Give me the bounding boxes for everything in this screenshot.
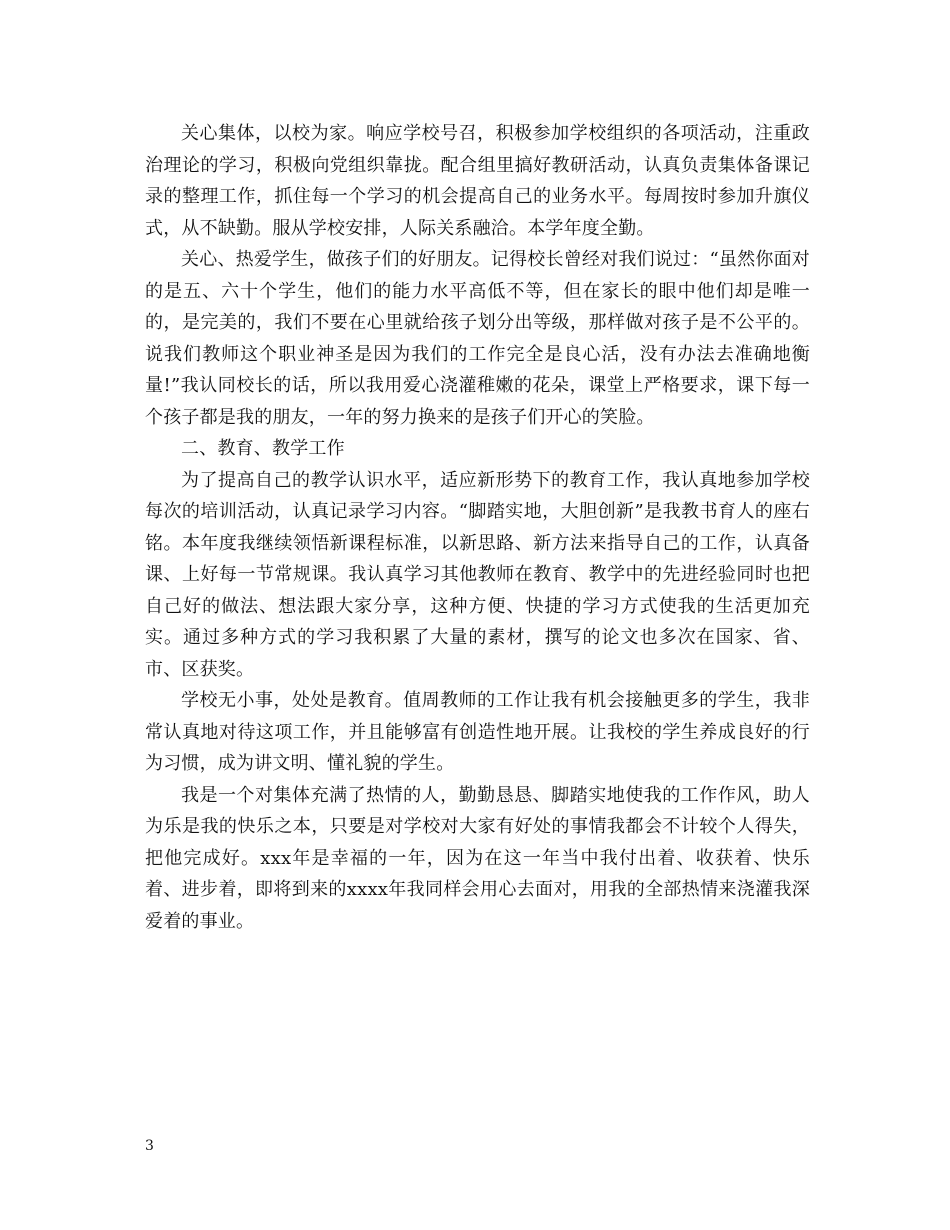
paragraph-collective: 关心集体，以校为家。响应学校号召，积极参加学校组织的各项活动，注重政治理论的学习，积极向党组织靠拢。配合组里搞好教研活动，认真负责集体备课记录的整理工作，抓住每一个学习的机会提高自己的业务水平。每周按时参加升旗仪式，从不缺勤。服从学校安排，人际关系融洽。本学年度全勤。 [145,123,810,239]
section-heading-teaching: 二、教育、教学工作 [181,438,345,459]
paragraph-teaching: 为了提高自己的教学认识水平，适应新形势下的教育工作，我认真地参加学校每次的培训活动，认真记录学习内容。“脚踏实地，大胆创新”是我教书育人的座右铭。本年度我继续领悟新课程标准，以新思路、新方法来指导自己的工作，认真备课、上好每一节常规课。我认真学习其他教师在教育、教学中的先进经验同时也把自己好的做法、想法跟大家分享，这种方便、快捷的学习方式使我的生活更加充实。通过多种方式的学习我积累了大量的素材，撰写的论文也多次在国家、省、市、区获奖。 [145,469,810,680]
paragraph-school-duty: 学校无小事，处处是教育。值周教师的工作让我有机会接触更多的学生，我非常认真地对待这项工作，并且能够富有创造性地开展。让我校的学生养成良好的行为习惯，成为讲文明、懂礼貌的学生。 [145,690,810,774]
page-number: 3 [145,1138,154,1154]
document-body [145,118,810,937]
paragraph-summary: 我是一个对集体充满了热情的人，勤勤恳恳、脚踏实地使我的工作作风，助人为乐是我的快乐之本，只要是对学校对大家有好处的事情我都会不计较个人得失，把他完成好。xxx年是幸福的一年，因为在这一年当中我付出着、收获着、快乐着、进步着，即将到来的xxxx年我同样会用心去面对，用我的全部热情来浇灌我深爱着的事业。 [145,784,810,932]
paragraph-students: 关心、热爱学生，做孩子们的好朋友。记得校长曾经对我们说过：“虽然你面对的是五、六十个学生，他们的能力水平高低不等，但在家长的眼中他们却是唯一的，是完美的，我们不要在心里就给孩子划分出等级，那样做对孩子是不公平的。说我们教师这个职业神圣是因为我们的工作完全是良心活，没有办法去准确地衡量!”我认同校长的话，所以我用爱心浇灌稚嫩的花朵，课堂上严格要求，课下每一个孩子都是我的朋友，一年的努力换来的是孩子们开心的笑脸。 [145,249,810,428]
